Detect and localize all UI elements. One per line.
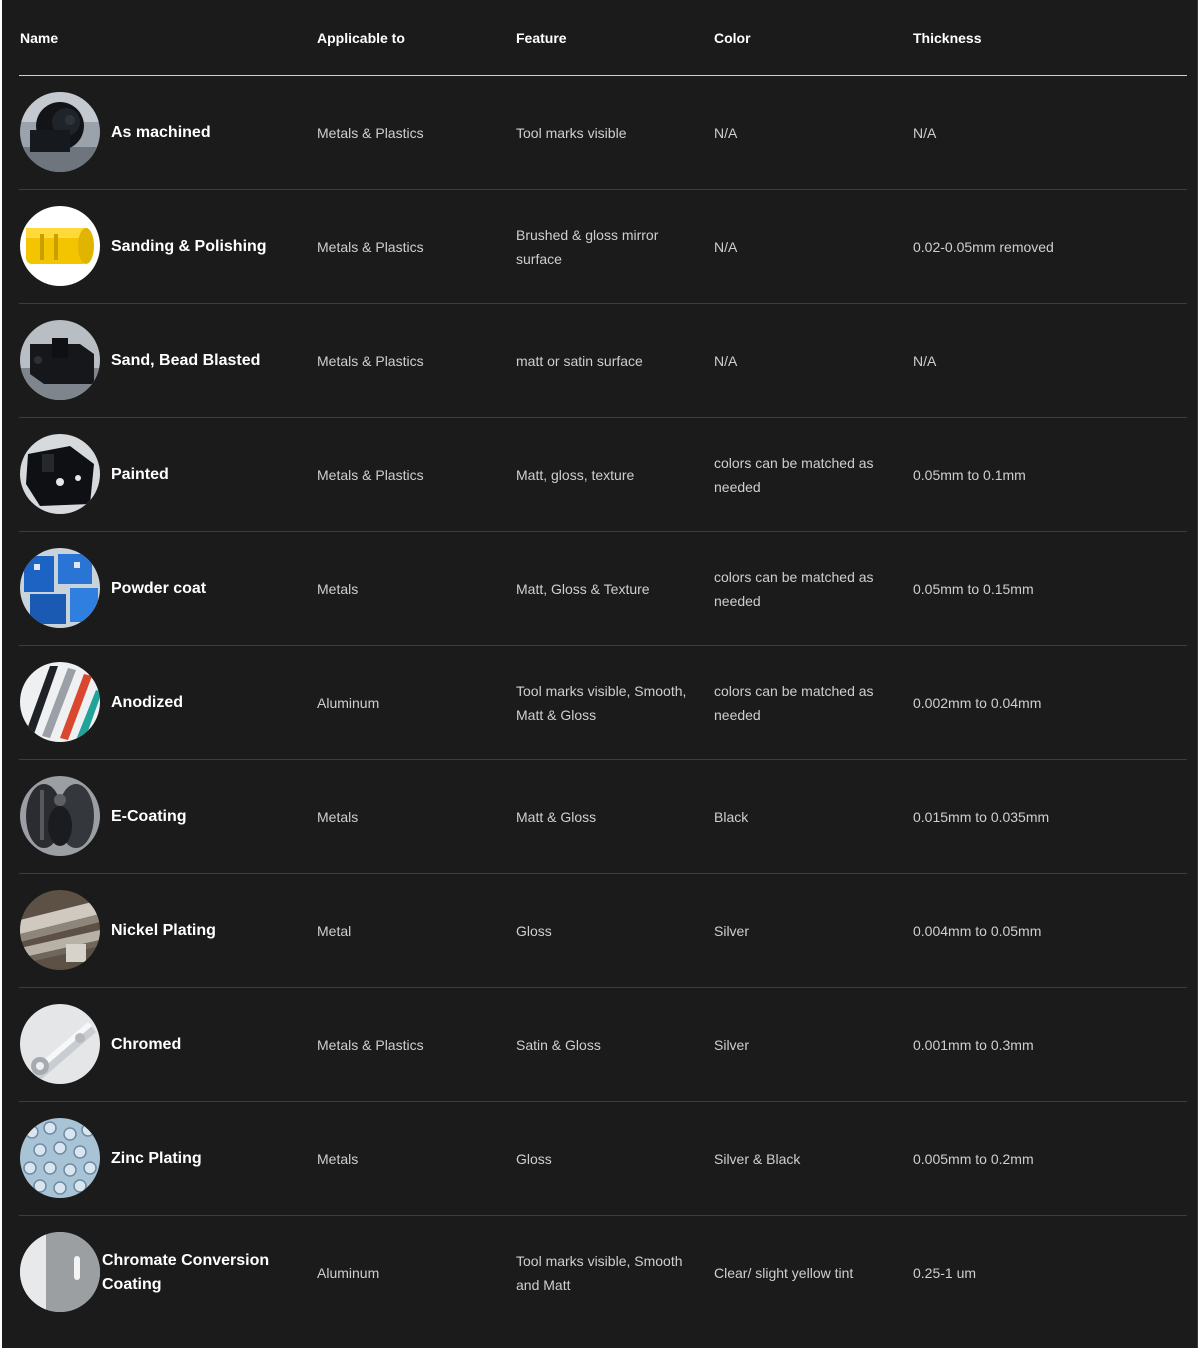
row-applicable: Metals & Plastics <box>317 124 424 141</box>
row-thickness: 0.05mm to 0.15mm <box>913 580 1034 597</box>
row-applicable: Aluminum <box>317 1264 380 1281</box>
row-name: E-Coating <box>111 807 187 825</box>
row-feature: Tool marks visible, Smooth and Matt <box>516 1252 683 1293</box>
header-color: Color <box>714 30 751 46</box>
powder-coat-part-photo-icon <box>20 548 100 628</box>
surface-finish-table <box>19 0 1187 1329</box>
anodized-part-photo-icon <box>20 662 100 742</box>
row-feature: Tool marks visible, Smooth, Matt & Gloss <box>516 682 687 723</box>
row-color: Silver & Black <box>714 1150 801 1167</box>
table-row <box>19 760 1187 874</box>
row-color: Silver <box>714 1036 750 1053</box>
header-feature: Feature <box>516 30 567 46</box>
row-thickness: N/A <box>913 124 937 141</box>
row-name: Nickel Plating <box>111 921 216 939</box>
nickel-plating-part-photo-icon <box>20 890 100 970</box>
row-applicable: Metal <box>317 922 352 939</box>
row-applicable: Metals & Plastics <box>317 466 424 483</box>
row-feature: Gloss <box>516 1150 552 1167</box>
header-name: Name <box>20 30 59 46</box>
row-feature: Satin & Gloss <box>516 1036 601 1053</box>
row-thickness: 0.002mm to 0.04mm <box>913 694 1042 711</box>
table-row <box>19 646 1187 760</box>
row-name: Painted <box>111 465 169 483</box>
chromed-part-photo-icon <box>20 1004 100 1084</box>
row-name: Anodized <box>111 693 183 711</box>
table-row <box>19 304 1187 418</box>
zinc-plating-part-photo-icon <box>20 1118 100 1198</box>
row-feature: Brushed & gloss mirror surface <box>516 226 659 267</box>
table-row <box>19 988 1187 1102</box>
row-name: Chromate Conversion Coating <box>102 1251 270 1293</box>
header-thickness: Thickness <box>913 30 982 46</box>
as-machined-part-photo-icon <box>20 92 100 172</box>
row-feature: matt or satin surface <box>516 352 643 369</box>
row-name: Zinc Plating <box>111 1149 202 1167</box>
row-color: colors can be matched as needed <box>714 454 874 495</box>
painted-part-photo-icon <box>20 434 100 514</box>
table-row <box>19 76 1187 190</box>
header-applicable: Applicable to <box>317 30 405 46</box>
row-thickness: 0.004mm to 0.05mm <box>913 922 1042 939</box>
finish-table-panel <box>2 0 1198 1348</box>
table-row <box>19 190 1187 304</box>
sanded-polished-part-photo-icon <box>20 206 100 286</box>
row-name: Powder coat <box>111 579 207 597</box>
table-row <box>19 418 1187 532</box>
row-color: Clear/ slight yellow tint <box>714 1264 854 1281</box>
row-feature: Gloss <box>516 922 552 939</box>
row-thickness: 0.25-1 um <box>913 1264 977 1281</box>
row-applicable: Metals & Plastics <box>317 352 424 369</box>
row-applicable: Aluminum <box>317 694 380 711</box>
row-thickness: 0.05mm to 0.1mm <box>913 466 1026 483</box>
e-coating-part-photo-icon <box>20 776 100 856</box>
row-applicable: Metals <box>317 1150 359 1167</box>
table-header <box>19 0 1187 76</box>
row-name: Sand, Bead Blasted <box>111 351 261 369</box>
row-thickness: 0.02-0.05mm removed <box>913 238 1054 255</box>
row-color: N/A <box>714 352 738 369</box>
table-row <box>19 532 1187 646</box>
chromate-conversion-part-photo-icon <box>20 1232 100 1312</box>
row-applicable: Metals <box>317 808 359 825</box>
row-color: colors can be matched as needed <box>714 568 874 609</box>
row-feature: Matt, Gloss & Texture <box>516 580 650 597</box>
row-applicable: Metals & Plastics <box>317 1036 424 1053</box>
row-name: As machined <box>111 123 211 141</box>
table-row <box>19 874 1187 988</box>
row-name: Sanding & Polishing <box>111 237 267 255</box>
row-color: N/A <box>714 124 738 141</box>
row-feature: Tool marks visible <box>516 124 627 141</box>
row-name: Chromed <box>111 1035 182 1053</box>
row-color: colors can be matched as needed <box>714 682 874 723</box>
row-color: N/A <box>714 238 738 255</box>
row-applicable: Metals & Plastics <box>317 238 424 255</box>
row-thickness: 0.001mm to 0.3mm <box>913 1036 1034 1053</box>
table-row <box>19 1102 1187 1216</box>
row-feature: Matt, gloss, texture <box>516 466 635 483</box>
row-thickness: 0.015mm to 0.035mm <box>913 808 1050 825</box>
row-thickness: 0.005mm to 0.2mm <box>913 1150 1034 1167</box>
table-row <box>19 1216 1187 1329</box>
row-thickness: N/A <box>913 352 937 369</box>
bead-blasted-part-photo-icon <box>20 320 100 400</box>
row-applicable: Metals <box>317 580 359 597</box>
row-color: Black <box>714 808 749 825</box>
row-color: Silver <box>714 922 750 939</box>
row-feature: Matt & Gloss <box>516 808 597 825</box>
